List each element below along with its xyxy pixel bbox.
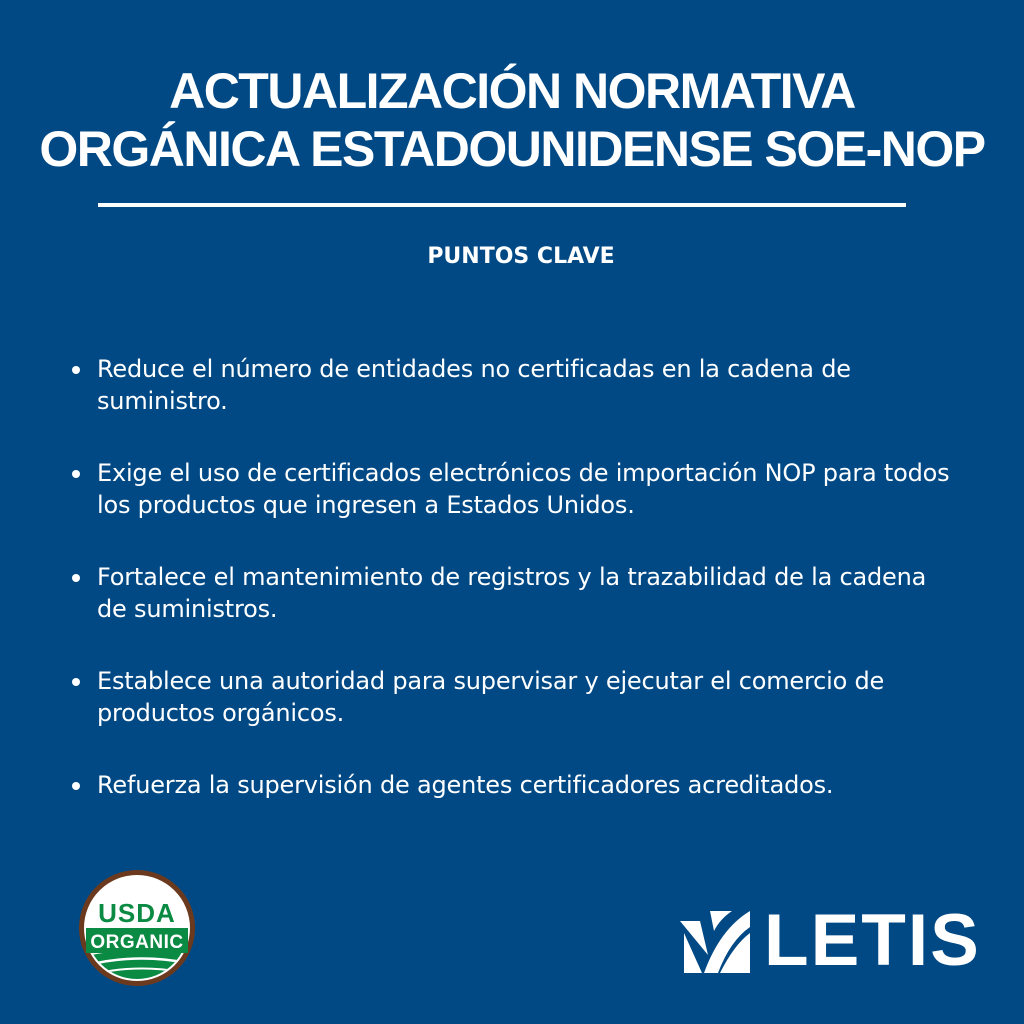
- usda-organic-seal-icon: [78, 869, 196, 987]
- title-divider: [98, 203, 906, 207]
- key-points-list: [68, 353, 958, 841]
- list-item: [68, 561, 958, 625]
- letis-logo: [680, 900, 981, 981]
- bullet-dot-icon: [72, 574, 80, 582]
- list-item-text: Fortalece el mantenimiento de registros y la trazabilidad de la cadena de suministros.: [97, 563, 927, 623]
- usda-seal-bottom-text: ORGANIC: [90, 932, 184, 953]
- list-item: [68, 769, 958, 801]
- list-item: [68, 353, 958, 417]
- bullet-dot-icon: [72, 782, 80, 790]
- usda-seal-top-text: USDA: [98, 898, 176, 928]
- list-item-text: Exige el uso de certificados electrónicos de importación NOP para todos los productos que ingresen a Estados Unidos.: [97, 459, 950, 519]
- title-line-2: ORGÁNICA ESTADOUNIDENSE SOE-NOP: [39, 121, 985, 177]
- brand-name: LETIS: [764, 900, 981, 981]
- page-title: [0, 62, 1024, 178]
- list-item-text: Establece una autoridad para supervisar y ejecutar el comercio de productos orgánicos.: [97, 667, 885, 727]
- list-item-text: Reduce el número de entidades no certificadas en la cadena de suministro.: [97, 355, 851, 415]
- title-line-1: ACTUALIZACIÓN NORMATIVA: [169, 63, 855, 119]
- bullet-dot-icon: [72, 366, 80, 374]
- bullet-dot-icon: [72, 678, 80, 686]
- list-item: [68, 665, 958, 729]
- letis-logo-icon: [680, 909, 750, 973]
- list-item: [68, 457, 958, 521]
- list-item-text: Refuerza la supervisión de agentes certificadores acreditados.: [97, 771, 834, 799]
- section-subtitle: PUNTOS CLAVE: [427, 244, 615, 269]
- bullet-dot-icon: [72, 470, 80, 478]
